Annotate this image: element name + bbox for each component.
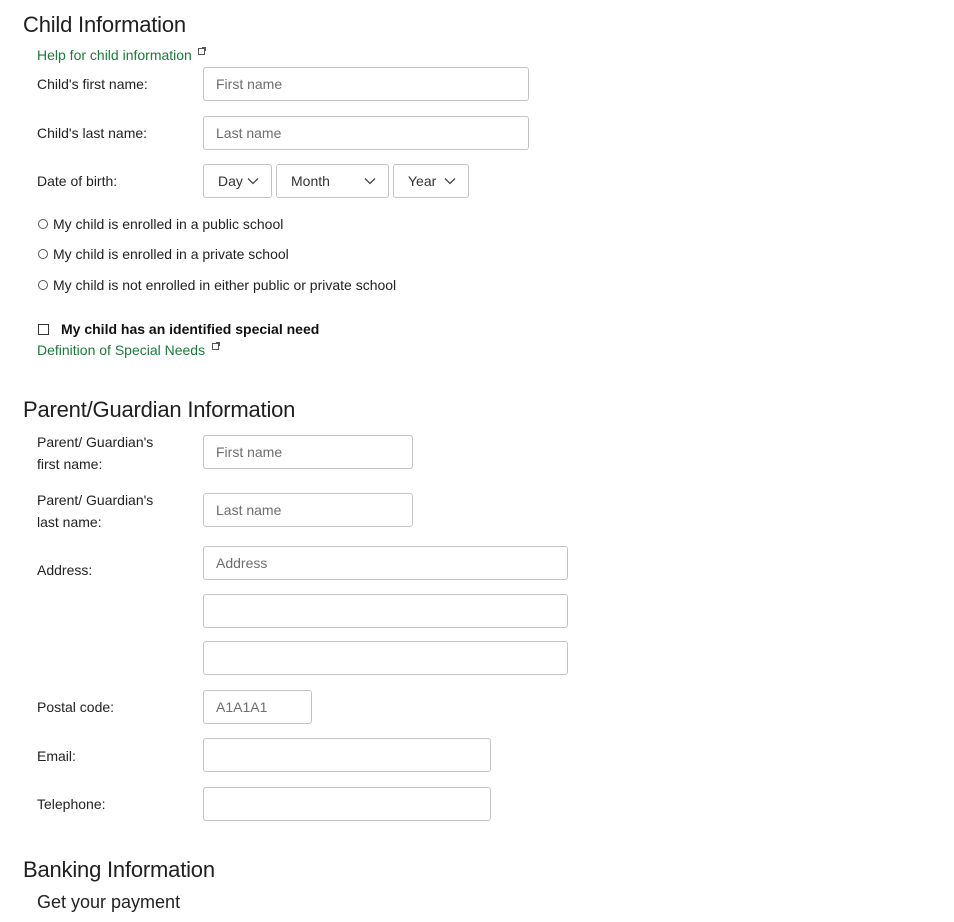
banking-subheading: Get your payment (37, 892, 181, 912)
dob-label: Date of birth: (37, 173, 118, 189)
radio-button[interactable] (38, 219, 48, 229)
address-label: Address: (37, 562, 93, 578)
child-first-name-input[interactable] (203, 67, 529, 101)
dob-month-select[interactable] (276, 164, 389, 198)
special-need-label: My child has an identified special need (61, 321, 320, 337)
email-label: Email: (37, 748, 76, 764)
address-line3-input[interactable] (203, 641, 568, 675)
chevron-down-icon (364, 177, 376, 185)
parent-first-name-input[interactable] (203, 435, 413, 469)
parent-first-name-label-line2: first name: (37, 456, 103, 472)
school-option-none[interactable] (38, 277, 396, 293)
parent-last-name-label (37, 489, 153, 533)
telephone-label: Telephone: (37, 796, 106, 812)
special-need-checkbox[interactable] (38, 324, 49, 335)
dob-day-value: Day (218, 173, 243, 189)
radio-button[interactable] (38, 280, 48, 290)
school-option-private[interactable] (38, 246, 289, 262)
postal-code-label: Postal code: (37, 699, 115, 715)
chevron-down-icon (247, 177, 259, 185)
child-help-link[interactable]: Help for child information (37, 47, 192, 63)
parent-last-name-label-line2: last name: (37, 514, 102, 530)
email-input[interactable] (203, 738, 491, 772)
school-option-label: My child is enrolled in a private school (53, 246, 289, 262)
chevron-down-icon (444, 177, 456, 185)
postal-code-input[interactable] (203, 690, 312, 724)
school-option-public[interactable] (38, 216, 283, 232)
address-line2-input[interactable] (203, 594, 568, 628)
dob-day-select[interactable] (203, 164, 272, 198)
special-needs-link-wrap[interactable] (37, 342, 220, 360)
parent-last-name-input[interactable] (203, 493, 413, 527)
parent-last-name-label-line1: Parent/ Guardian's (37, 492, 154, 508)
school-option-label: My child is not enrolled in either public or private school (53, 277, 397, 293)
banking-info-heading: Banking Information (23, 857, 215, 882)
external-link-icon (212, 342, 220, 350)
child-help-link-wrap[interactable] (37, 47, 206, 65)
radio-button[interactable] (38, 249, 48, 259)
dob-year-select[interactable] (393, 164, 469, 198)
child-info-heading: Child Information (23, 12, 186, 37)
address-line1-input[interactable] (203, 546, 568, 580)
telephone-input[interactable] (203, 787, 491, 821)
child-first-name-label: Child's first name: (37, 76, 148, 92)
parent-first-name-label-line1: Parent/ Guardian's (37, 434, 154, 450)
special-needs-link[interactable]: Definition of Special Needs (37, 342, 206, 358)
parent-first-name-label (37, 431, 153, 475)
child-last-name-label: Child's last name: (37, 125, 148, 141)
dob-month-value: Month (291, 173, 330, 189)
dob-year-value: Year (408, 173, 437, 189)
parent-info-heading: Parent/Guardian Information (23, 397, 296, 422)
child-last-name-input[interactable] (203, 116, 529, 150)
school-option-label: My child is enrolled in a public school (53, 216, 284, 232)
external-link-icon (198, 47, 206, 55)
special-need-checkbox-row[interactable] (38, 321, 319, 337)
